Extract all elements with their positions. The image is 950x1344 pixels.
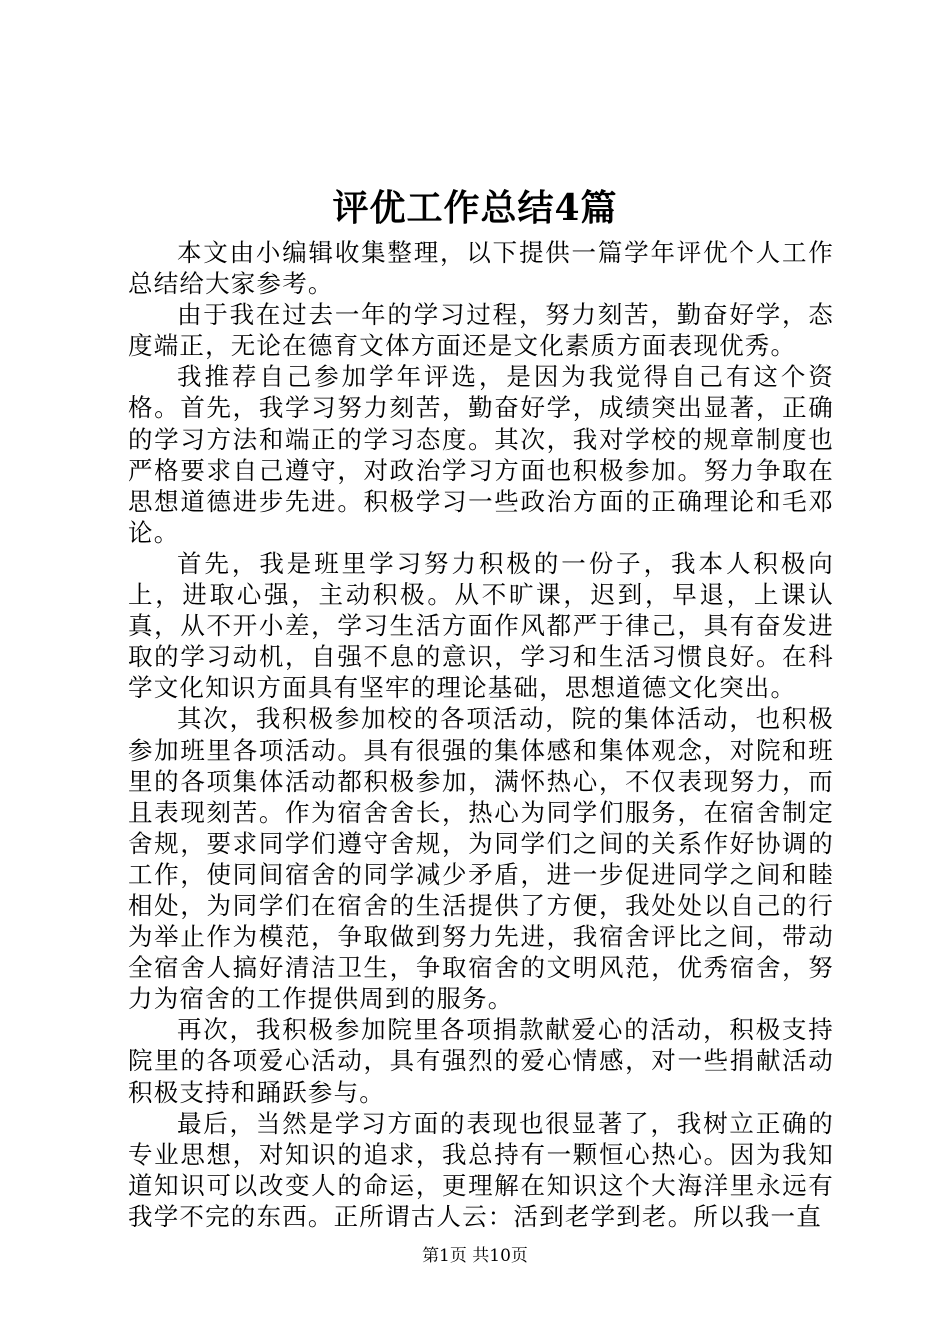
paragraph-recommendation: 我推荐自己参加学年评选，是因为我觉得自己有这个资格。首先，我学习努力刻苦，勤奋好学，成绩突出显著，正确的学习方法和端正的学习态度。其次，我对学校的规章制度也严格要求自己遵守，对政治学习方面也积极参加。努力争取在思想道德进步先进。积极学习一些政治方面的正确理论和毛邓论。: [128, 362, 834, 547]
paragraph-intro: 本文由小编辑收集整理，以下提供一篇学年评优个人工作总结给大家参考。: [128, 238, 834, 299]
paragraph-last: 最后，当然是学习方面的表现也很显著了，我树立正确的专业思想，对知识的追求，我总持有一颗恒心热心。因为我知道知识可以改变人的命运，更理解在知识这个大海洋里永远有我学不完的东西。正所谓古人云：活到老学到老。所以我一直: [128, 1108, 834, 1231]
document-title: 评优工作总结4篇: [332, 187, 618, 229]
document-body: [128, 237, 834, 1232]
paragraph-second: 其次，我积极参加校的各项活动，院的集体活动，也积极参加班里各项活动。具有很强的集体感和集体观念，对院和班里的各项集体活动都积极参加，满怀热心，不仅表现努力，而且表现刻苦。作为宿舍舍长，热心为同学们服务，在宿舍制定舍规，要求同学们遵守舍规，为同学们之间的关系作好协调的工作，使同间宿舍的同学减少矛盾，进一步促进同学之间和睦相处，为同学们在宿舍的生活提供了方便，我处处以自己的行为举止作为模范，争取做到努力先进，我宿舍评比之间，带动全宿舍人搞好清洁卫生，争取宿舍的文明风范，优秀宿舍，努力为宿舍的工作提供周到的服务。: [128, 704, 834, 1014]
page-footer: 第1页 共10页: [422, 1246, 528, 1266]
paragraph-third: 再次，我积极参加院里各项捐款献爱心的活动，积极支持院里的各项爱心活动，具有强烈的爱心情感，对一些捐献活动积极支持和踊跃参与。: [128, 1015, 834, 1107]
paragraph-attitude: 由于我在过去一年的学习过程，努力刻苦，勤奋好学，态度端正，无论在德育文体方面还是文化素质方面表现优秀。: [128, 300, 834, 361]
paragraph-first: 首先，我是班里学习努力积极的一份子，我本人积极向上，进取心强，主动积极。从不旷课，迟到，早退，上课认真，从不开小差，学习生活方面作风都严于律己，具有奋发进取的学习动机，自强不息的意识，学习和生活习惯良好。在科学文化知识方面具有坚牢的理论基础，思想道德文化突出。: [128, 548, 834, 703]
